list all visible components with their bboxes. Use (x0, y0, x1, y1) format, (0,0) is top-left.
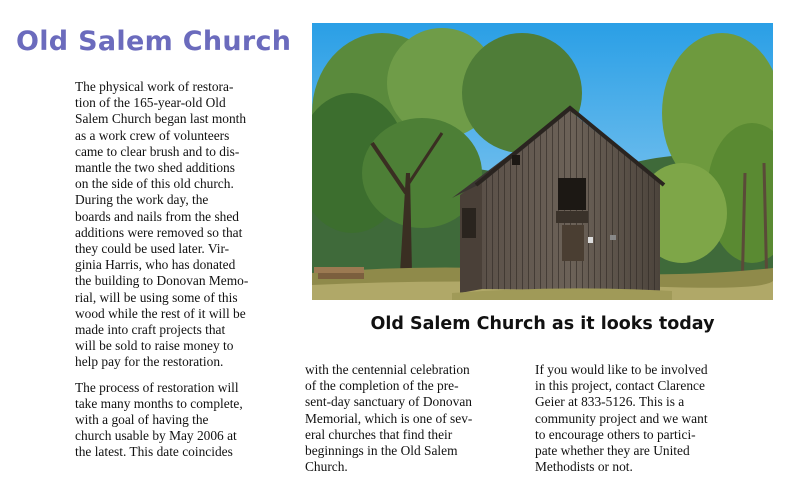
text-line: beginnings in the Old Salem (305, 443, 458, 459)
article-column-2 (305, 362, 515, 475)
article-title: Old Salem Church (16, 26, 292, 57)
paragraph-1 (75, 79, 290, 371)
text-line: the building to Donovan Memo- (75, 273, 249, 289)
text-line: in this project, contact Clarence (535, 378, 705, 394)
text-line: The physical work of restora- (75, 79, 234, 94)
text-line: Memorial, which is one of sev- (305, 410, 473, 426)
text-line: with a goal of having the (75, 412, 209, 428)
text-line: to encourage others to partici- (535, 426, 696, 442)
text-line: church usable by May 2006 at (75, 428, 237, 444)
text-line: ginia Harris, who has donated (75, 257, 236, 273)
text-line: the latest. This date coincides (75, 444, 233, 460)
church-photo (312, 23, 773, 300)
text-line: of the completion of the pre- (305, 378, 459, 394)
text-line: Geier at 833-5126. This is a (535, 394, 685, 410)
text-line: came to clear brush and to dis- (75, 143, 240, 159)
text-line: pate whether they are United (535, 443, 690, 459)
text-line: During the work day, the (75, 192, 209, 208)
paragraph-3 (305, 362, 515, 475)
text-line: will be sold to raise money to (75, 338, 234, 354)
article-column-1 (75, 79, 290, 461)
text-line: tion of the 165-year-old Old (75, 95, 226, 111)
text-line: Salem Church began last month (75, 111, 247, 127)
text-line: rial, will be using some of this (75, 289, 238, 305)
text-line: community project and we want (535, 410, 708, 426)
text-line: The process of restoration will (75, 379, 239, 395)
text-line: help pay for the restoration. (75, 354, 224, 370)
text-line: Church. (305, 459, 348, 475)
text-line: boards and nails from the shed (75, 208, 239, 224)
text-line: take many months to complete, (75, 395, 243, 411)
text-line: as a work crew of volunteers (75, 127, 230, 143)
text-line: If you would like to be involved (535, 362, 708, 377)
text-line: eral churches that find their (305, 426, 453, 442)
text-line: with the centennial celebration (305, 362, 470, 377)
photo-caption: Old Salem Church as it looks today (370, 314, 715, 334)
text-line: they could be used later. Vir- (75, 241, 230, 257)
text-line: sent-day sanctuary of Donovan (305, 394, 472, 410)
text-line: on the side of this old church. (75, 176, 234, 192)
paragraph-2 (75, 380, 290, 461)
text-line: Methodists or not. (535, 459, 633, 475)
text-line: made into craft projects that (75, 322, 226, 338)
paragraph-4 (535, 362, 765, 475)
text-line: mantle the two shed additions (75, 160, 235, 176)
text-line: additions were removed so that (75, 224, 243, 240)
article-column-3 (535, 362, 765, 475)
text-line: wood while the rest of it will be (75, 305, 246, 321)
